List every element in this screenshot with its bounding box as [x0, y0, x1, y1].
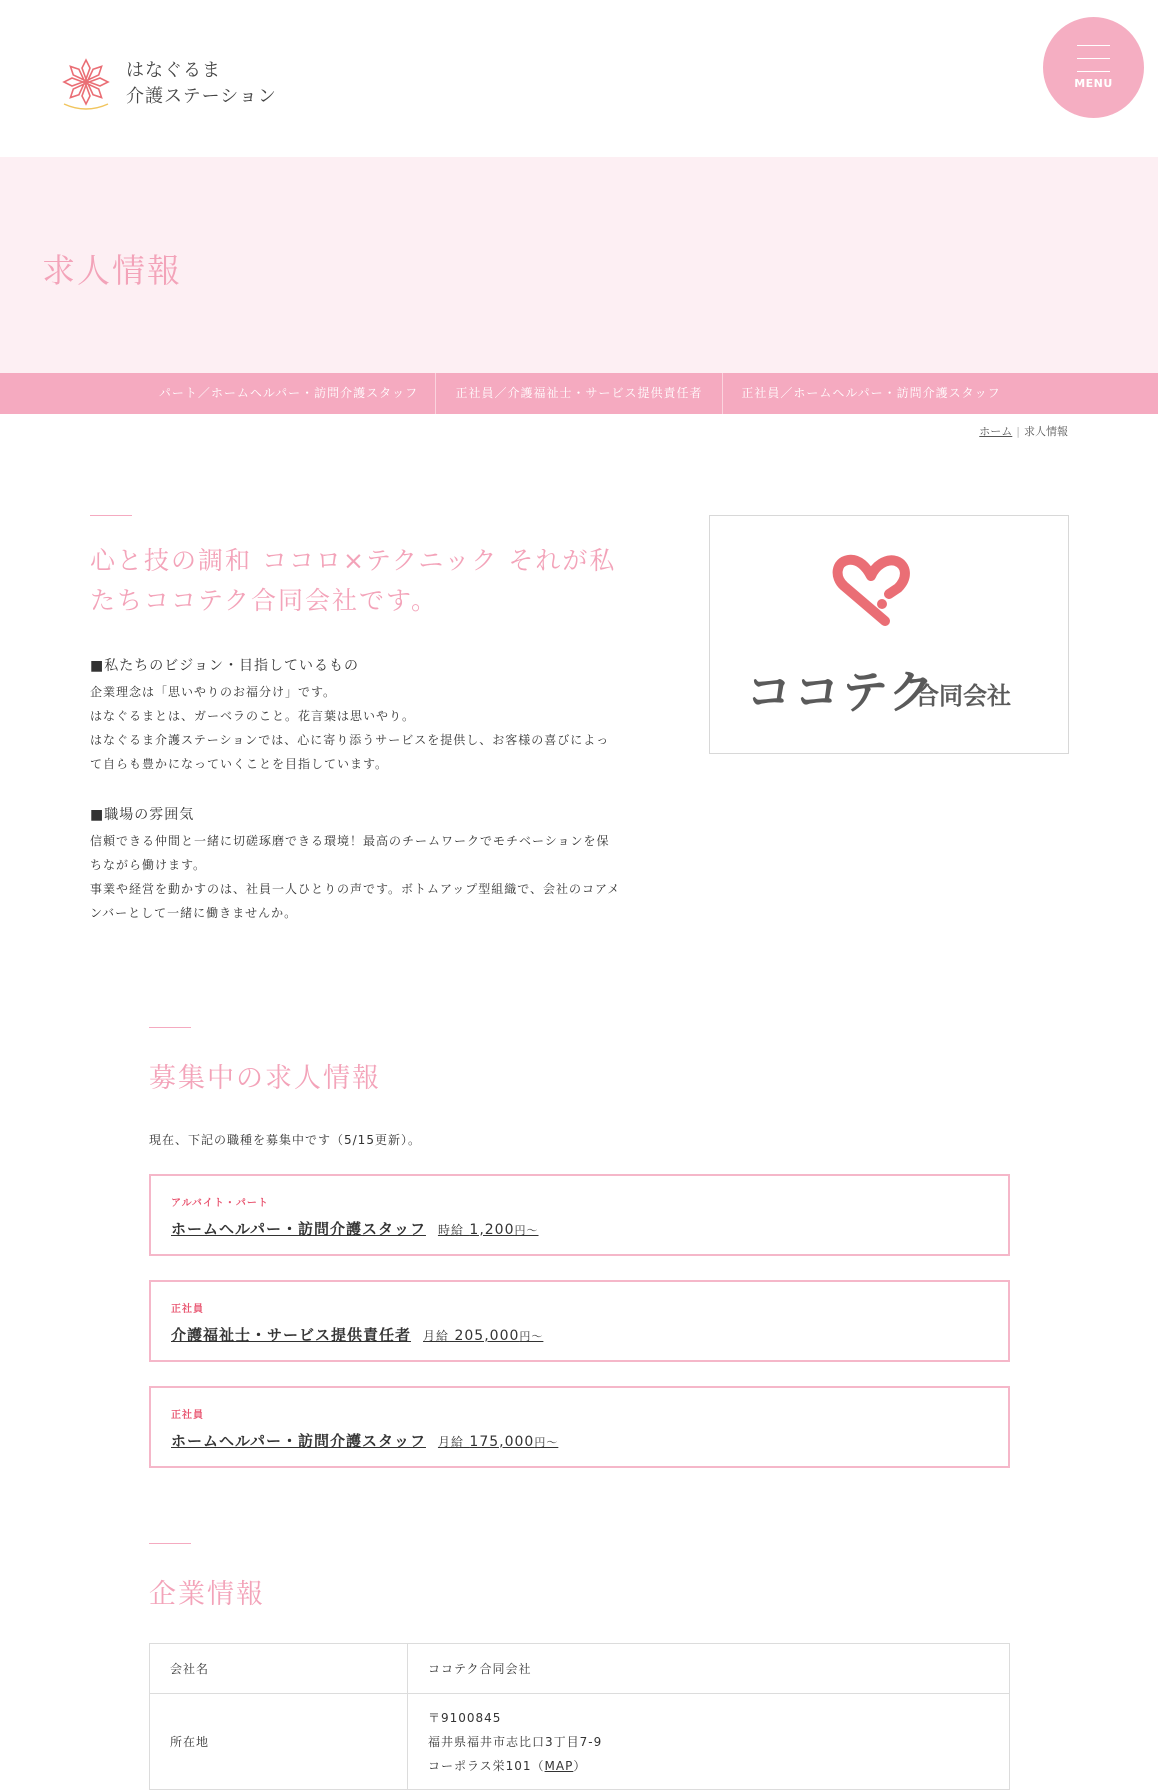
job-type: 正社員: [171, 1304, 204, 1315]
menu-label: MENU: [1074, 77, 1113, 90]
logo-main-text: ココテク: [746, 665, 937, 719]
flower-logo-icon: [58, 56, 114, 114]
company-section-title: 企業情報: [149, 1579, 265, 1610]
atmosphere-block: [90, 803, 670, 925]
site-header: [0, 0, 1158, 157]
hamburger-icon: [1077, 71, 1110, 72]
job-card[interactable]: [149, 1174, 1010, 1256]
company-info-table: [149, 1643, 1010, 1790]
page-title: 求人情報: [42, 251, 182, 290]
hamburger-icon: [1077, 45, 1110, 46]
vision-text: 企業理念は「思いやりのお福分け」です。 はなぐるまとは、ガーベラのこと。花言葉は思いやり。 はなぐるま介護ステーションでは、心に寄り添うサービスを提供し、お客様の喜びによっ て自らも豊かになっていくことを目指しています。: [90, 685, 610, 771]
intro-title-line1: 心と技の調和 ココロ×テクニック それが私: [90, 546, 617, 575]
table-row: [150, 1644, 1010, 1694]
breadcrumb: ホーム | 求人情報: [979, 425, 1068, 438]
vision-heading: ■私たちのビジョン・目指しているもの: [90, 658, 359, 674]
vision-block: [90, 654, 670, 776]
logo-line1: はなぐるま: [126, 60, 221, 81]
address-zip: 〒9100845: [428, 1710, 502, 1725]
job-pay: 時給 1,200円〜: [437, 1222, 539, 1238]
heart-icon: [838, 560, 905, 621]
job-card[interactable]: [149, 1280, 1010, 1362]
map-link[interactable]: MAP: [544, 1758, 574, 1773]
subnav-item-part-helper[interactable]: パート／ホームヘルパー・訪問介護スタッフ: [158, 386, 419, 400]
logo-sub-text: 合同会社: [915, 682, 1011, 710]
job-title[interactable]: 介護福祉士・サービス提供責任者: [171, 1326, 412, 1344]
address-label: 所在地: [150, 1694, 408, 1790]
job-title[interactable]: ホームヘルパー・訪問介護スタッフ: [171, 1432, 426, 1450]
intro-title-line2: たちココテク合同会社です。: [90, 586, 439, 615]
job-line: [171, 1324, 543, 1345]
address-line2: コーポラス栄101（MAP）: [428, 1758, 587, 1773]
job-card[interactable]: [149, 1386, 1010, 1468]
company-name-value: ココテク合同会社: [408, 1644, 1010, 1694]
company-name-label: 会社名: [150, 1644, 408, 1694]
job-type: アルバイト・パート: [171, 1198, 269, 1209]
job-pay: 月給 205,000円〜: [423, 1328, 544, 1344]
decorative-line: [90, 515, 132, 516]
decorative-line: [149, 1027, 191, 1028]
job-line: [171, 1430, 558, 1451]
job-pay: 月給 175,000円〜: [437, 1434, 559, 1450]
table-row: [150, 1694, 1010, 1790]
address-value: [408, 1694, 1010, 1790]
company-logo-image: [709, 515, 1069, 754]
logo-text: [126, 58, 277, 110]
kokoteku-logo: [710, 516, 1068, 753]
hamburger-icon: [1077, 58, 1110, 59]
job-type: 正社員: [171, 1410, 204, 1421]
page-hero: [0, 157, 1158, 373]
menu-button[interactable]: [1043, 17, 1144, 118]
subnav-item-fulltime-helper[interactable]: 正社員／ホームヘルパー・訪問介護スタッフ: [741, 386, 1001, 400]
sub-navigation: [0, 373, 1158, 414]
jobs-lead-text: 現在、下記の職種を募集中です（5/15更新）。: [149, 1133, 421, 1147]
jobs-section-title: 募集中の求人情報: [149, 1063, 381, 1094]
intro-title: [90, 541, 670, 621]
subnav-item-care-worker[interactable]: 正社員／介護福祉士・サービス提供責任者: [455, 386, 703, 400]
breadcrumb-current: 求人情報: [1024, 425, 1068, 438]
job-line: [171, 1218, 539, 1239]
breadcrumb-home-link[interactable]: ホーム: [979, 425, 1013, 438]
site-logo[interactable]: [58, 52, 298, 122]
address-line1: 福井県福井市志比口3丁目7-9: [428, 1734, 603, 1749]
logo-line2: 介護ステーション: [126, 86, 277, 107]
job-title[interactable]: ホームヘルパー・訪問介護スタッフ: [171, 1220, 426, 1238]
decorative-line: [149, 1543, 191, 1544]
atmosphere-heading: ■職場の雰囲気: [90, 807, 195, 823]
atmosphere-text: 信頼できる仲間と一緒に切磋琢磨できる環境！最高のチームワークでモチベーションを保 ちながら働けます。 事業や経営を動かすのは、社員一人ひとりの声です。ボトムアップ型組織で、会社のコアメ ンバーとして一緒に働きませんか。: [90, 834, 621, 920]
heart-dot: [877, 599, 887, 609]
